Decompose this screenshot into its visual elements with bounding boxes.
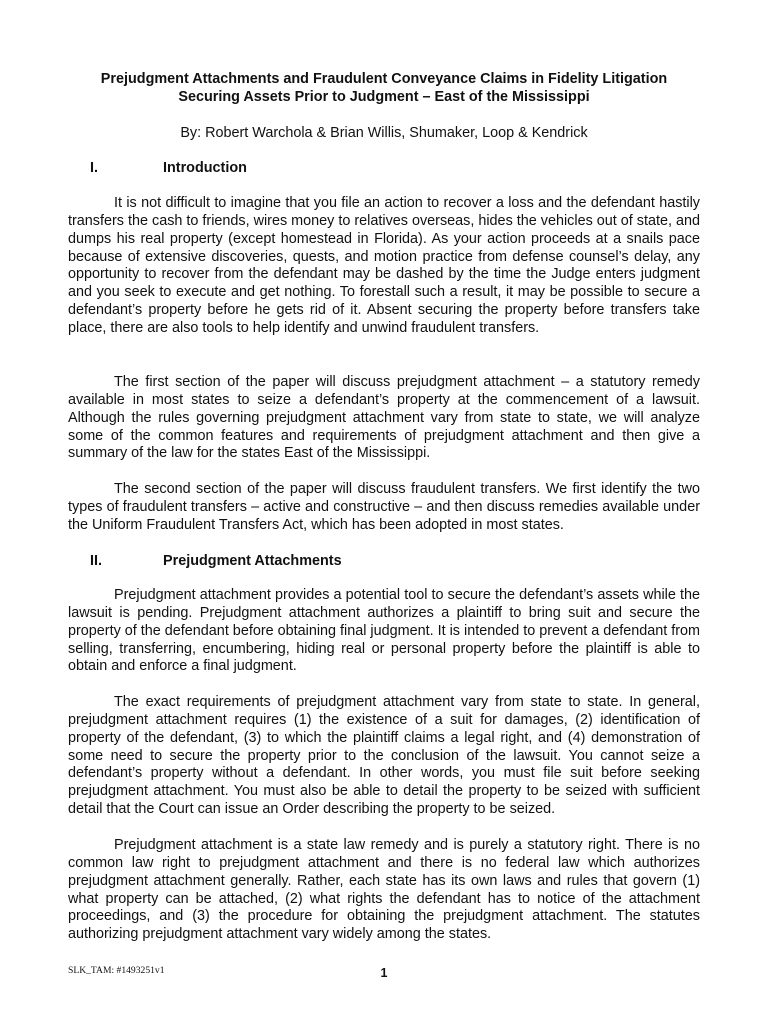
paragraph: Prejudgment attachment provides a potential tool to secure the defendant’s assets while the lawsuit is pending. Prejudgment attachment authorizes a plaintiff to bring suit and secure the property of the defendant before obtaining final judgment. It is intended to prevent a defendant from selling, transferring, encumbering, hiding real or personal property before the plaintiff is able to obtain and enforce a final judgment. — [68, 587, 701, 675]
paragraph: The second section of the paper will discuss fraudulent transfers. We first identify the two types of fraudulent transfers – active and constructive – and then discuss remedies available under the Uniform Fraudulent Transfers Act, which has been adopted in most states. — [68, 481, 700, 533]
section-title: Introduction — [163, 160, 247, 176]
paragraph: The exact requirements of prejudgment attachment vary from state to state. In general, prejudgment attachment requires (1) the existence of a suit for damages, (2) identification of property of the defendant, (3) to which the plaintiff claims a legal right, and (4) demonstration of some need to secure the property prior to the conclusion of the lawsuit. You cannot seize a defendant’s property without a defendant. In other words, you must file suit before seeking prejudgment attachment. You must also be able to detail the property to be seized with sufficient detail that the Court can issue an Order describing the property to be seized. — [68, 694, 700, 818]
document-title — [60, 70, 708, 106]
title-line-2: Securing Assets Prior to Judgment – East of the Mississippi — [178, 89, 590, 105]
document-id-footer: SLK_TAM: #1493251v1 — [68, 965, 165, 976]
paragraph: Prejudgment attachment is a state law remedy and is purely a statutory right. There is no common law right to prejudgment attachment and there is no federal law which authorizes prejudgment attachment generally. Rather, each state has its own laws and rules that govern (1) what property can be attached, (2) what rights the defendant has to notice of the attachment proceedings, and (3) the procedure for obtaining the prejudgment attachment. The statutes authorizing prejudgment attachment vary widely among the states. — [68, 837, 700, 943]
byline: By: Robert Warchola & Brian Willis, Shumaker, Loop & Kendrick — [180, 125, 588, 141]
section-heading-introduction — [90, 159, 247, 177]
section-number: II. — [90, 553, 102, 569]
paragraph: The first section of the paper will discuss prejudgment attachment – a statutory remedy available in most states to seize a defendant’s property at the commencement of a lawsuit. Although the rules governing prejudgment attachment vary from state to state, we will analyze some of the common features and requirements of prejudgment attachment and then give a summary of the law for the states East of the Mississippi. — [68, 374, 700, 462]
section-number: I. — [90, 160, 98, 176]
page-number: 1 — [380, 966, 388, 980]
paragraph: It is not difficult to imagine that you file an action to recover a loss and the defendant hastily transfers the cash to friends, wires money to relatives overseas, hides the vehicles out of state, and dumps his real property (except homestead in Florida). As your action proceeds at a snails pace because of extensive discoveries, quests, and motion practice from defense counsel’s delay, any opportunity to recover from the defendant may be dashed by the time the Judge enters judgment and you seek to execute and get nothing. To forestall such a result, it may be possible to secure a defendant’s property before he gets rid of it. Absent securing the property before transfers take place, there are also tools to help identify and unwind fraudulent transfers. — [68, 195, 700, 336]
section-title: Prejudgment Attachments — [163, 553, 342, 569]
title-line-1: Prejudgment Attachments and Fraudulent Conveyance Claims in Fidelity Litigation — [100, 71, 668, 87]
section-heading-prejudgment-attachments — [90, 552, 342, 570]
